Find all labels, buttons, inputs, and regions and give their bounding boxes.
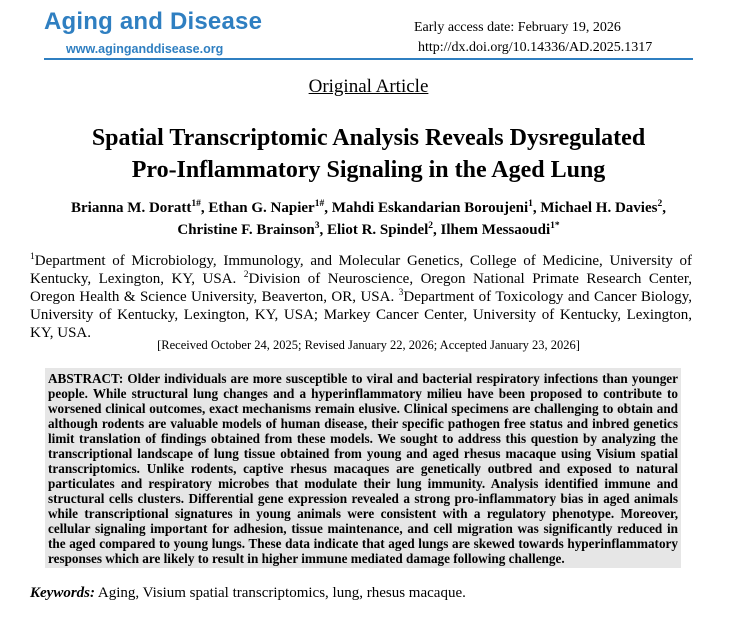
journal-title: Aging and Disease	[44, 8, 263, 35]
author-name: Ethan G. Napier	[208, 200, 315, 216]
author-name: Michael H. Davies	[540, 200, 658, 216]
author-affiliation-mark: 2	[657, 199, 663, 209]
affiliations	[30, 252, 692, 342]
paper-title-line2: Pro-Inflammatory Signaling in the Aged Lung	[131, 157, 606, 183]
author-name: Eliot R. Spindel	[327, 222, 429, 238]
header-rule	[44, 58, 693, 60]
author-separator: ,	[200, 200, 209, 216]
keywords-text: Aging, Visium spatial transcriptomics, lung, rhesus macaque.	[95, 585, 466, 601]
author-name: Christine F. Brainson	[177, 222, 315, 238]
author	[327, 222, 441, 238]
author	[208, 200, 331, 216]
author-separator: ,	[319, 222, 327, 238]
author-name: Mahdi Eskandarian Boroujeni	[331, 200, 529, 216]
keywords	[30, 585, 466, 602]
author-separator: ,	[324, 200, 332, 216]
affiliation-number: 1	[30, 252, 35, 262]
author	[540, 200, 666, 216]
author-affiliation-mark: 1*	[550, 221, 560, 231]
affiliation-text: Department of Toxicology and Cancer Biology, University of Kentucky, Lexington, KY, USA; Markey Cancer Center, University of Kentucky, Lexington, KY, USA.	[30, 289, 692, 341]
affiliation-text: Department of Microbiology, Immunology, and Molecular Genetics, College of Medicine, University of Kentucky, Lexington, KY, USA.	[30, 253, 692, 287]
author-separator: ,	[433, 222, 441, 238]
article-dates: [Received October 24, 2025; Revised January 22, 2026; Accepted January 23, 2026]	[157, 338, 580, 352]
abstract-label: ABSTRACT:	[48, 371, 124, 386]
abstract	[48, 371, 678, 566]
author-affiliation-mark: 2	[428, 221, 434, 231]
author-separator: ,	[532, 200, 541, 216]
journal-url[interactable]: www.aginganddisease.org	[66, 42, 224, 56]
abstract-body: Older individuals are more susceptible to viral and bacterial respiratory infections than younger people. While structural lung changes and a hyperinflammatory milieu have been proposed to contribute to worsened clinical outcomes, exact mechanisms remain elusive. Clinical specimens are challenging to obtain and although rodents are valuable models of human disease, their specific pathogen free status and inbred genetics limit translation of findings obtained from these models. We sought to address this question by analyzing the transcriptional landscape of lung tissue obtained from young and aged rhesus macaque using Visium spatial transcriptomics. Unlike rodents, captive rhesus macaques are genetically outbred and exposed to natural particulates and respiratory microbes that modulate their lung immunity. Analysis identified immune and structural cells clusters. Differential gene expression revealed a strong pro-inflammatory bias in aged animals while transcriptional signatures in young animals were consistent with a regulatory phenotype. Moreover, cellular signaling important for adhesion, tissue maintenance, and cell migration was significantly reduced in the aged compared to young lungs. These data indicate that aged lungs are skewed towards hyperinflammatory responses which are likely to result in higher immune mediated damage following challenge.	[48, 371, 679, 566]
author	[441, 222, 560, 238]
affiliation-text: Division of Neuroscience, Oregon National Primate Research Center, Oregon Health & Science University, Beaverton, OR, USA.	[30, 271, 692, 305]
paper-title-line1: Spatial Transcriptomic Analysis Reveals Dysregulated	[91, 125, 646, 151]
author-affiliation-mark: 1#	[314, 199, 325, 209]
doi-link[interactable]: http://dx.doi.org/10.14336/AD.2025.1317	[418, 40, 653, 55]
author	[71, 200, 208, 216]
author-affiliation-mark: 1	[528, 199, 533, 209]
keywords-label: Keywords:	[30, 585, 95, 601]
author-list	[20, 197, 717, 241]
author-name: Ilhem Messaoudi	[440, 222, 551, 238]
early-access-date: Early access date: February 19, 2026	[414, 20, 621, 35]
paper-title	[20, 122, 717, 186]
author-affiliation-mark: 3	[314, 221, 320, 231]
article-type: Original Article	[308, 76, 429, 97]
author-name: Brianna M. Doratt	[71, 200, 192, 216]
author	[332, 200, 541, 216]
author-separator: ,	[662, 200, 666, 216]
affiliation-number: 3	[398, 288, 404, 298]
author	[177, 222, 327, 238]
author-affiliation-mark: 1#	[191, 199, 201, 209]
affiliation-number: 2	[243, 270, 249, 280]
